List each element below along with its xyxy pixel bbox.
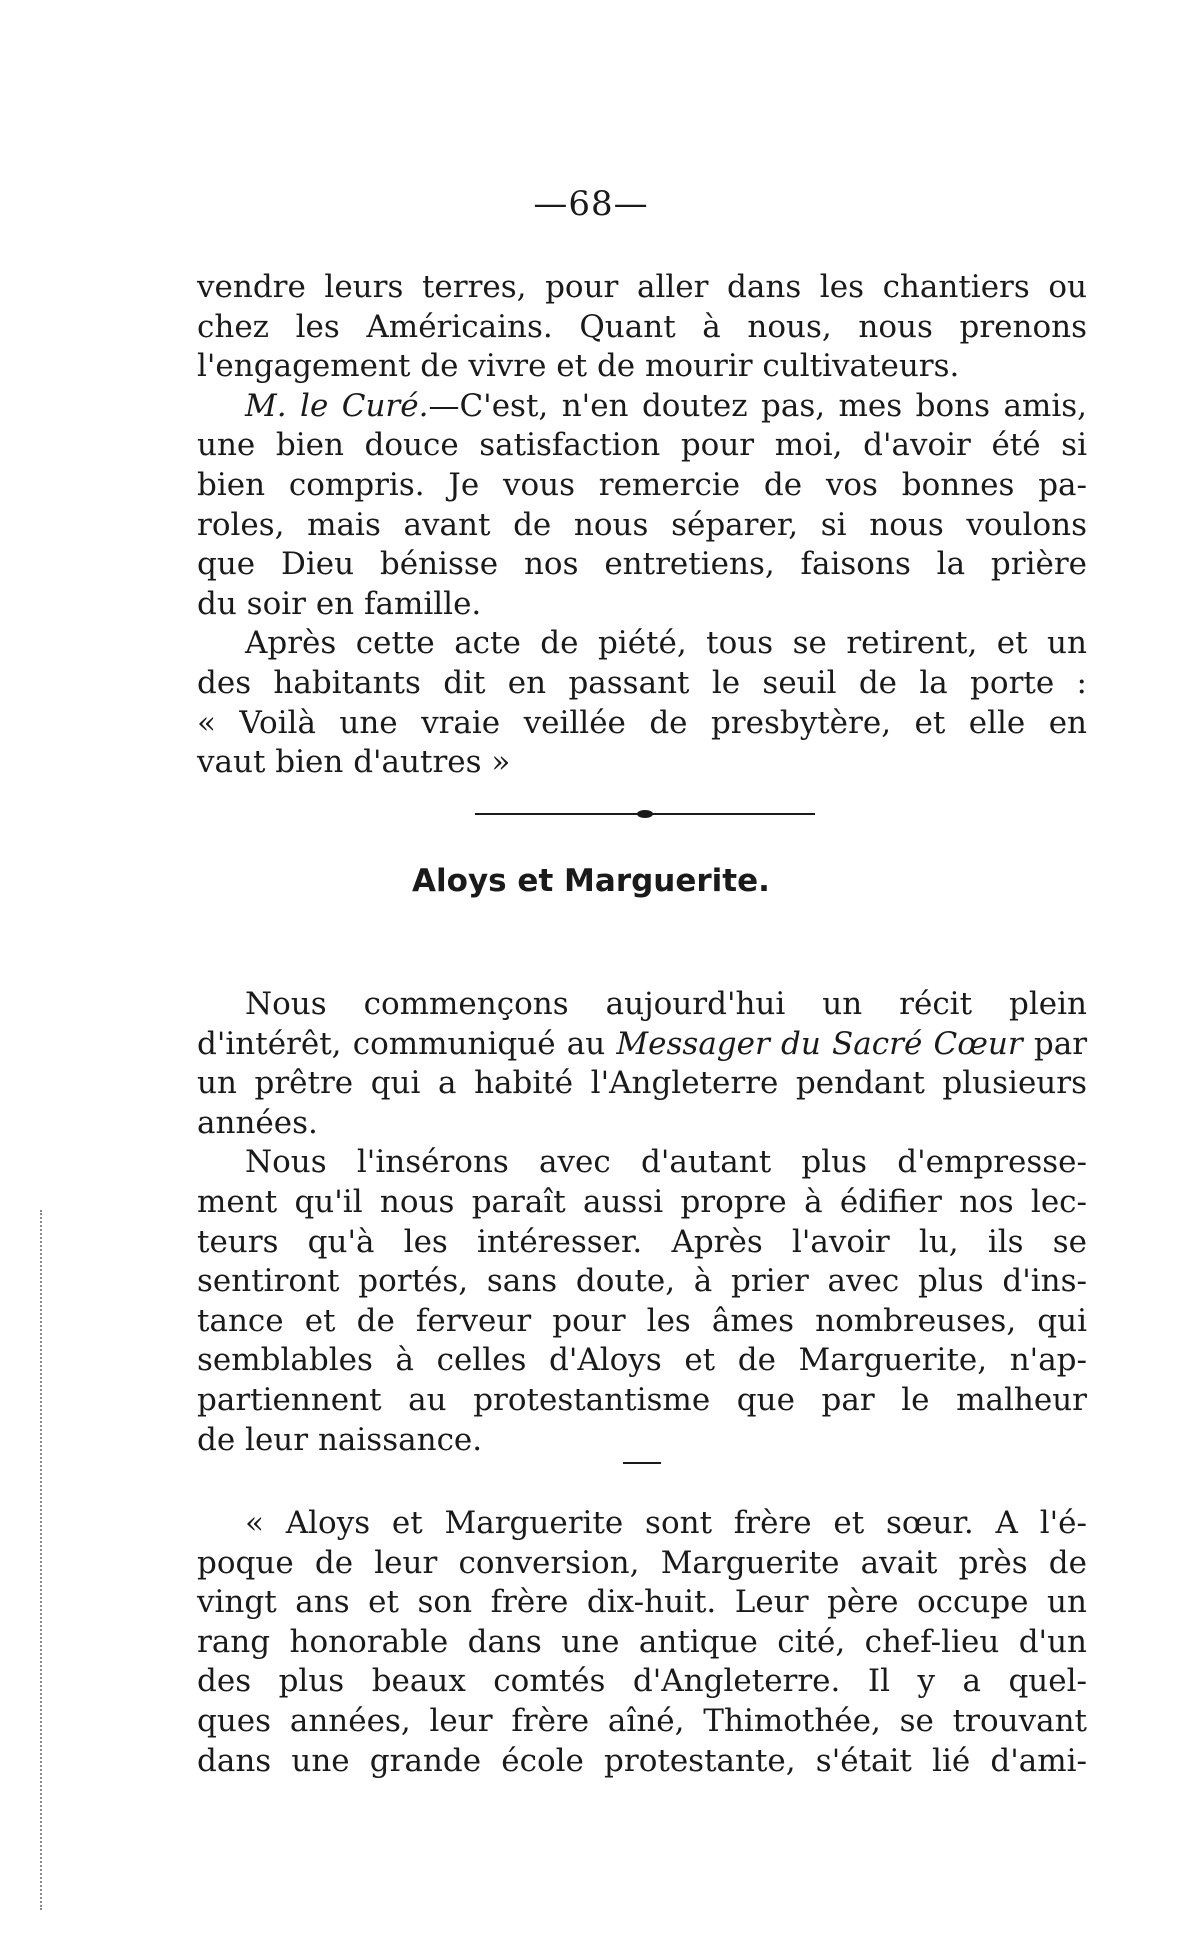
text-line: roles, mais avant de nous séparer, si nous voulons — [197, 506, 1087, 543]
text-line: Nous commençons aujourd'hui un récit plein — [245, 986, 1087, 1022]
text-line — [197, 1025, 1087, 1065]
story-paragraph — [197, 1504, 1087, 1781]
text-line: chez les Américains. Quant à nous, nous prenons — [197, 308, 1087, 345]
dialogue-paragraph — [197, 268, 1087, 783]
text-line: un prêtre qui a habité l'Angleterre pendant plusieurs — [197, 1065, 1087, 1102]
text-line: partiennent au protestantisme que par le malheur — [197, 1381, 1087, 1418]
text-line: M. le Curé.—C'est, n'en doutez pas, mes bons amis, — [245, 387, 1087, 424]
text-line: vingt ans et son frère dix-huit. Leur père occupe un — [197, 1584, 1087, 1621]
text-line: poque de leur conversion, Marguerite avait près de — [197, 1544, 1087, 1581]
text-line: teurs qu'à les intéresser. Après l'avoir lu, ils se — [197, 1223, 1087, 1260]
text-line: une bien douce satisfaction pour moi, d'avoir été si — [197, 427, 1087, 464]
text-line: dans une grande école protestante, s'était lié d'ami- — [197, 1742, 1087, 1779]
text-line: ment qu'il nous paraît aussi propre à édifier nos lec- — [197, 1183, 1087, 1220]
text-fragment: par — [1022, 1025, 1088, 1062]
intro-paragraph — [197, 985, 1087, 1460]
text-line: sentiront portés, sans doute, à prier avec plus d'ins- — [197, 1263, 1087, 1300]
divider-diamond-icon — [637, 810, 653, 818]
text-line: vaut bien d'autres » — [197, 744, 511, 781]
text-line: ques années, leur frère aîné, Thimothée, se trouvant — [197, 1702, 1087, 1739]
page-number: —68— — [533, 184, 649, 224]
text-line: l'engagement de vivre et de mourir cultivateurs. — [197, 348, 960, 385]
text-line: « Aloys et Marguerite sont frère et sœur. A l'é- — [245, 1505, 1087, 1541]
separator — [623, 1462, 661, 1464]
text-line: tance et de ferveur pour les âmes nombreuses, qui — [197, 1302, 1087, 1339]
ornamental-divider — [475, 811, 815, 817]
text-line: des plus beaux comtés d'Angleterre. Il y a quel- — [197, 1663, 1087, 1700]
text-line: bien compris. Je vous remercie de vos bonnes pa- — [197, 466, 1087, 503]
text-line: semblables à celles d'Aloys et de Marguerite, n'ap- — [197, 1342, 1087, 1379]
speaker-name: M. le Curé. — [245, 387, 429, 424]
text-line: Après cette acte de piété, tous se retirent, et un — [245, 625, 1087, 662]
section-title: Aloys et Marguerite. — [412, 863, 770, 899]
margin-rule — [40, 1210, 42, 1910]
publication-name: Messager du Sacré Cœur — [616, 1025, 1023, 1062]
text-line: années. — [197, 1104, 318, 1141]
text-fragment: d'intérêt, communiqué au — [197, 1025, 617, 1062]
text-line: rang honorable dans une antique cité, chef-lieu d'un — [197, 1623, 1087, 1660]
text-line: des habitants dit en passant le seuil de la porte : — [197, 664, 1087, 701]
text-line: « Voilà une vraie veillée de presbytère, et elle en — [197, 704, 1087, 741]
text-line: vendre leurs terres, pour aller dans les chantiers ou — [197, 269, 1087, 305]
text-line: Nous l'insérons avec d'autant plus d'empresse- — [245, 1144, 1087, 1181]
text-line: du soir en famille. — [197, 585, 482, 622]
text-line: de leur naissance. — [197, 1421, 483, 1458]
text-line: que Dieu bénisse nos entretiens, faisons la prière — [197, 546, 1087, 583]
